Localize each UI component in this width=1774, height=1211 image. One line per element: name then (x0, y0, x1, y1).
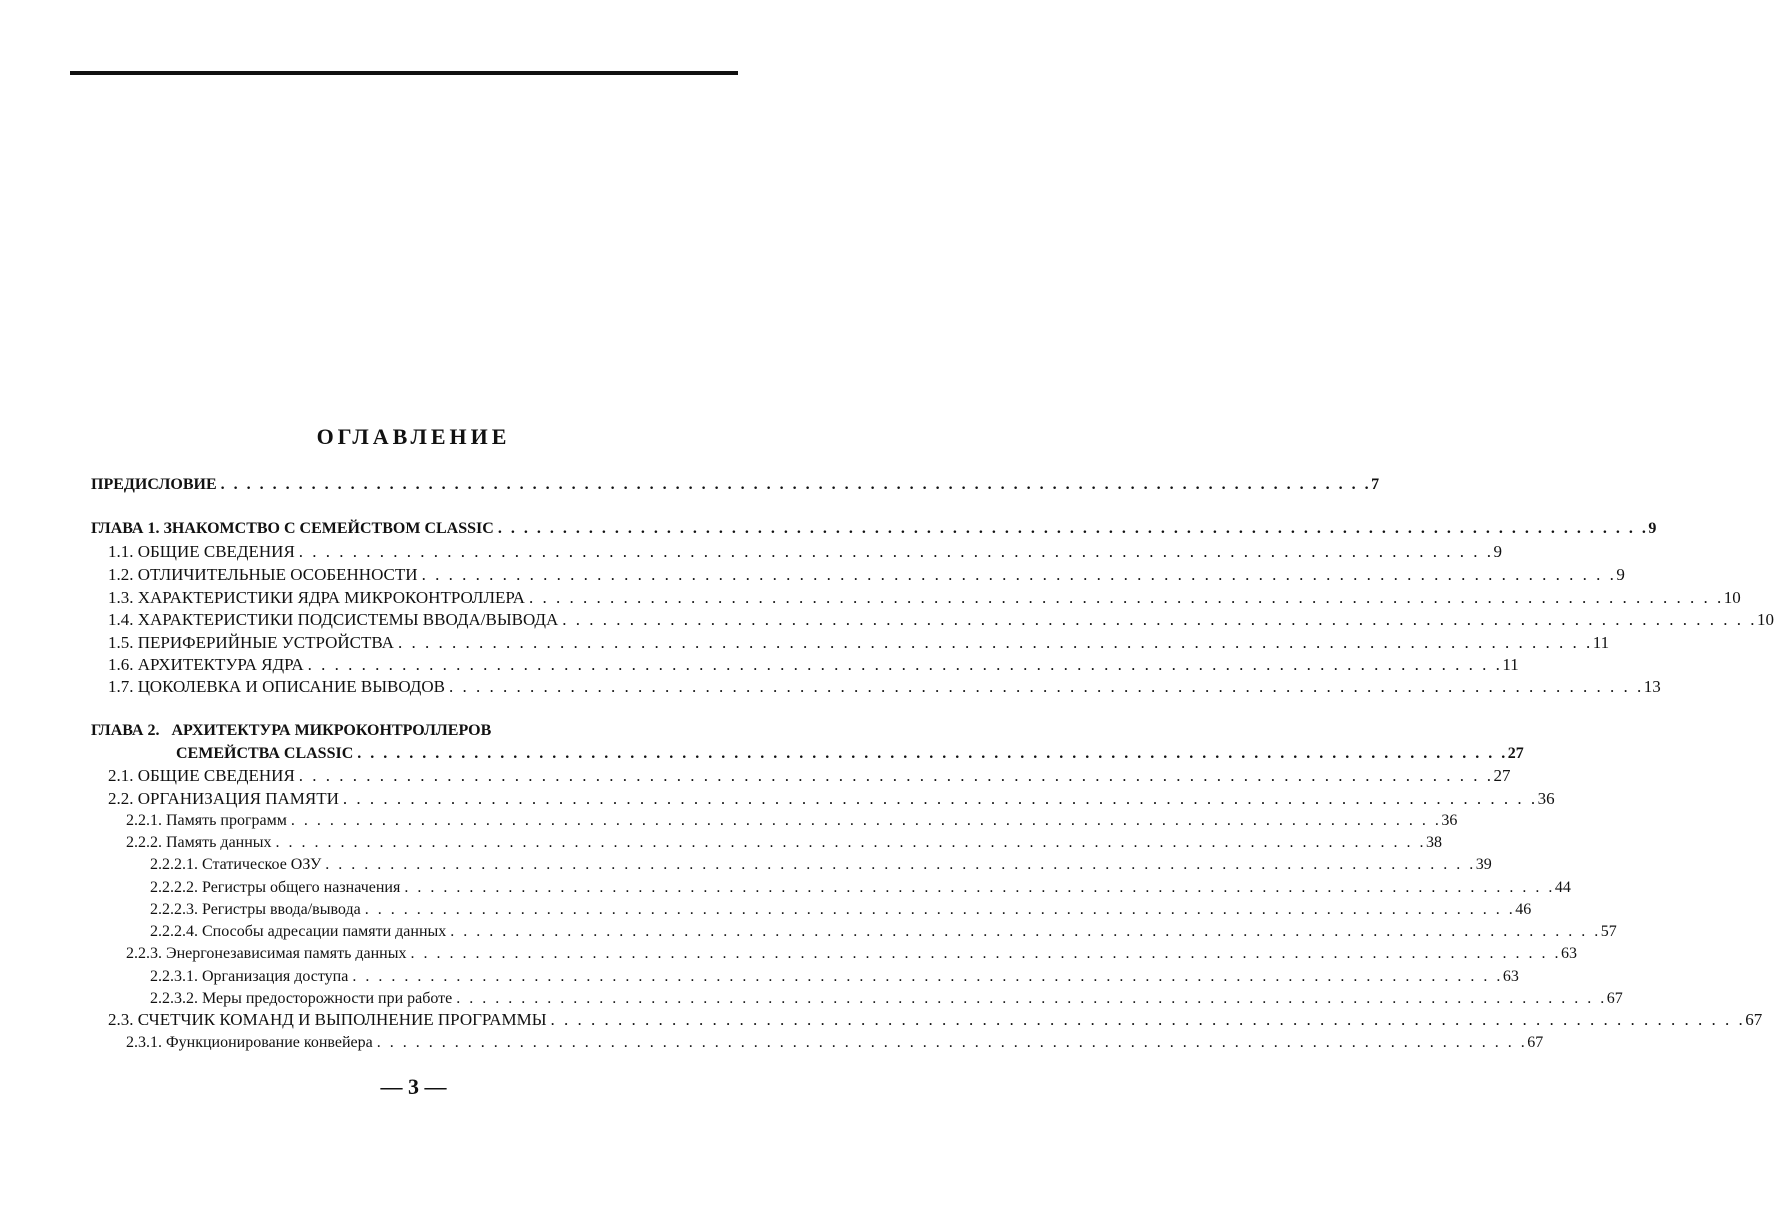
leader-dots: . . . . . . . . . . . . . . . . . . . . . . . . . . . . . . . . . . . . . . . . . . . . . . . . . . . . . . . . . . . . . . . . . . . . . . . . . . . . . . . . . . . . . . . . . (352, 968, 1503, 985)
toc-entry-label: 2.2.2.2. Регистры общего назначения (150, 879, 401, 896)
leader-dots: . . . . . . . . . . . . . . . . . . . . . . . . . . . . . . . . . . . . . . . . . . . . . . . . . . . . . . . . . . . . . . . . . . . . . . . . . . . . . . . . . . . . . . . . . (364, 901, 1516, 918)
toc-entry-label: 2.2.1. Память программ (126, 812, 287, 829)
toc-entry-2-2-2-2[interactable] (150, 877, 1571, 899)
toc-entry-page: 67 (1527, 1034, 1544, 1051)
leader-dots: . . . . . . . . . . . . . . . . . . . . . . . . . . . . . . . . . . . . . . . . . . . . . . . . . . . . . . . . . . . . . . . . . . . . . . . . . . . . . . . . . . . . . . . . . (376, 1034, 1528, 1051)
toc-entry-label: СЕМЕЙСТВА CLASSIC (176, 745, 354, 762)
leader-dots: . . . . . . . . . . . . . . . . . . . . . . . . . . . . . . . . . . . . . . . . . . . . . . . . . . . . . . . . . . . . . . . . . . . . . . . . . . . . . . . . . . . . . . . . . (298, 766, 1494, 785)
leader-dots: . . . . . . . . . . . . . . . . . . . . . . . . . . . . . . . . . . . . . . . . . . . . . . . . . . . . . . . . . . . . . . . . . . . . . . . . . . . . . . . . . . . . . . . . . (497, 520, 1649, 537)
toc-entry-page: 46 (1515, 901, 1532, 918)
toc-entry-1-5[interactable] (108, 632, 1610, 654)
toc-entry-label: 2.2. ОРГАНИЗАЦИЯ ПАМЯТИ (108, 789, 339, 808)
toc-entry-2-2-3-2[interactable] (150, 988, 1623, 1010)
toc-entry-label: 2.2.2.4. Способы адресации памяти данных (150, 923, 447, 940)
top-rule (70, 71, 738, 75)
toc-entry-label: 2.2.3. Энергонезависимая память данных (126, 945, 407, 962)
leader-dots: . . . . . . . . . . . . . . . . . . . . . . . . . . . . . . . . . . . . . . . . . . . . . . . . . . . . . . . . . . . . . . . . . . . . . . . . . . . . . . . . . . . . . . . . . (410, 945, 1561, 962)
toc-entry-page: 10 (1723, 588, 1741, 607)
leader-dots: . . . . . . . . . . . . . . . . . . . . . . . . . . . . . . . . . . . . . . . . . . . . . . . . . . . . . . . . . . . . . . . . . . . . . . . . . . . . . . . . . . . . . . . . . (325, 856, 1476, 873)
leader-dots: . . . . . . . . . . . . . . . . . . . . . . . . . . . . . . . . . . . . . . . . . . . . . . . . . . . . . . . . . . . . . . . . . . . . . . . . . . . . . . . . . . . . . . . . . (397, 633, 1593, 652)
toc-entry-page: 27 (1493, 766, 1511, 785)
leader-dots: . . . . . . . . . . . . . . . . . . . . . . . . . . . . . . . . . . . . . . . . . . . . . . . . . . . . . . . . . . . . . . . . . . . . . . . . . . . . . . . . . . . . . . . . . (307, 655, 1503, 674)
leader-dots: . . . . . . . . . . . . . . . . . . . . . . . . . . . . . . . . . . . . . . . . . . . . . . . . . . . . . . . . . . . . . . . . . . . . . . . . . . . . . . . . . . . . . . . . . (421, 565, 1617, 584)
toc-entry-page: 39 (1475, 856, 1492, 873)
leader-dots: . . . . . . . . . . . . . . . . . . . . . . . . . . . . . . . . . . . . . . . . . . . . . . . . . . . . . . . . . . . . . . . . . . . . . . . . . . . . . . . . . . . . . . . . . (562, 610, 1758, 629)
leader-dots: . . . . . . . . . . . . . . . . . . . . . . . . . . . . . . . . . . . . . . . . . . . . . . . . . . . . . . . . . . . . . . . . . . . . . . . . . . . . . . . . . . . . . . . . . (404, 879, 1555, 896)
toc-entry-page: 57 (1600, 923, 1617, 940)
toc-entry-2-2-2-4[interactable] (150, 921, 1617, 943)
leader-dots: . . . . . . . . . . . . . . . . . . . . . . . . . . . . . . . . . . . . . . . . . . . . . . . . . . . . . . . . . . . . . . . . . . . . . . . . . . . . . . . . . . . . . . . . . (357, 745, 1508, 762)
toc-entry-label: 2.2.2.3. Регистры ввода/вывода (150, 901, 361, 918)
toc-entry-page: 67 (1606, 990, 1623, 1007)
toc-entry-label: 1.4. ХАРАКТЕРИСТИКИ ПОДСИСТЕМЫ ВВОДА/ВЫВОДА (108, 610, 559, 629)
toc-entry-page: 9 (1493, 542, 1503, 561)
toc-entry-label: 2.2.2.1. Статическое ОЗУ (150, 856, 322, 873)
leader-dots: . . . . . . . . . . . . . . . . . . . . . . . . . . . . . . . . . . . . . . . . . . . . . . . . . . . . . . . . . . . . . . . . . . . . . . . . . . . . . . . . . . . . . . . . . (220, 476, 1372, 493)
toc-entry-label: ПРЕДИСЛОВИЕ (91, 476, 217, 493)
toc-entry-2-2[interactable] (108, 788, 1555, 810)
toc-entry-2-2-1[interactable] (126, 810, 1458, 832)
toc-entry-1-3[interactable] (108, 587, 1741, 609)
toc-entry-chapter-2[interactable] (176, 743, 1524, 765)
toc-entry-1-1[interactable] (108, 541, 1503, 563)
toc-entry-label: 2.2.3.1. Организация доступа (150, 968, 349, 985)
toc-entry-label: 1.3. ХАРАКТЕРИСТИКИ ЯДРА МИКРОКОНТРОЛЛЕРА (108, 588, 525, 607)
toc-entry-2-2-2[interactable] (126, 832, 1443, 854)
toc-entry-1-2[interactable] (108, 564, 1625, 586)
leader-dots: . . . . . . . . . . . . . . . . . . . . . . . . . . . . . . . . . . . . . . . . . . . . . . . . . . . . . . . . . . . . . . . . . . . . . . . . . . . . . . . . . . . . . . . . . (290, 812, 1442, 829)
toc-entry-2-2-2-1[interactable] (150, 854, 1492, 876)
toc-entry-label: 1.1. ОБЩИЕ СВЕДЕНИЯ (108, 542, 295, 561)
toc-entry-page: 7 (1371, 476, 1380, 493)
leader-dots: . . . . . . . . . . . . . . . . . . . . . . . . . . . . . . . . . . . . . . . . . . . . . . . . . . . . . . . . . . . . . . . . . . . . . . . . . . . . . . . . . . . . . . . . . (342, 789, 1538, 808)
toc-entry-page: 11 (1502, 655, 1519, 674)
toc-entry-label: 2.2.3.2. Меры предосторожности при работе (150, 990, 453, 1007)
page-number: — 3 — (380, 1074, 447, 1099)
leader-dots: . . . . . . . . . . . . . . . . . . . . . . . . . . . . . . . . . . . . . . . . . . . . . . . . . . . . . . . . . . . . . . . . . . . . . . . . . . . . . . . . . . . . . . . . . (550, 1010, 1746, 1029)
toc-entry-page: 36 (1441, 812, 1458, 829)
toc-entry-1-6[interactable] (108, 654, 1519, 676)
toc-entry-chapter-2-line1[interactable]: ГЛАВА 2. АРХИТЕКТУРА МИКРОКОНТРОЛЛЕРОВ (91, 722, 492, 739)
toc-entry-label: 1.5. ПЕРИФЕРИЙНЫЕ УСТРОЙСТВА (108, 633, 394, 652)
toc-entry-2-2-2-3[interactable] (150, 899, 1532, 921)
toc-entry-2-2-3[interactable] (126, 943, 1577, 965)
toc-entry-page: 44 (1554, 879, 1571, 896)
toc-entry-chapter-1[interactable] (91, 518, 1657, 540)
toc-entry-preface[interactable] (91, 474, 1380, 496)
toc-entry-page: 27 (1507, 745, 1524, 762)
toc-entry-label: 1.7. ЦОКОЛЕВКА И ОПИСАНИЕ ВЫВОДОВ (108, 677, 446, 696)
toc-entry-page: 38 (1426, 834, 1443, 851)
leader-dots: . . . . . . . . . . . . . . . . . . . . . . . . . . . . . . . . . . . . . . . . . . . . . . . . . . . . . . . . . . . . . . . . . . . . . . . . . . . . . . . . . . . . . . . . . (528, 588, 1724, 607)
toc-entry-2-3[interactable] (108, 1009, 1763, 1031)
toc-entry-page: 11 (1592, 633, 1610, 652)
toc-entry-1-4[interactable] (108, 609, 1774, 631)
toc-entry-label: 1.2. ОТЛИЧИТЕЛЬНЫЕ ОСОБЕННОСТИ (108, 565, 418, 584)
leader-dots: . . . . . . . . . . . . . . . . . . . . . . . . . . . . . . . . . . . . . . . . . . . . . . . . . . . . . . . . . . . . . . . . . . . . . . . . . . . . . . . . . . . . . . . . . (275, 834, 1427, 851)
toc-entry-label: ГЛАВА 1. ЗНАКОМСТВО С СЕМЕЙСТВОМ CLASSIC (91, 520, 494, 537)
toc-entry-2-2-3-1[interactable] (150, 966, 1519, 988)
leader-dots: . . . . . . . . . . . . . . . . . . . . . . . . . . . . . . . . . . . . . . . . . . . . . . . . . . . . . . . . . . . . . . . . . . . . . . . . . . . . . . . . . . . . . . . . . (450, 923, 1601, 940)
toc-entry-page: 13 (1643, 677, 1661, 696)
toc-entry-page: 36 (1537, 789, 1555, 808)
toc-entry-page: 67 (1745, 1010, 1763, 1029)
leader-dots: . . . . . . . . . . . . . . . . . . . . . . . . . . . . . . . . . . . . . . . . . . . . . . . . . . . . . . . . . . . . . . . . . . . . . . . . . . . . . . . . . . . . . . . . . (456, 990, 1607, 1007)
toc-entry-page: 63 (1560, 945, 1577, 962)
toc-entry-page: 10 (1757, 610, 1774, 629)
toc-title: ОГЛАВЛЕНИЕ (316, 424, 511, 449)
toc-entry-2-3-1[interactable] (126, 1032, 1544, 1054)
toc-entry-1-7[interactable] (108, 676, 1661, 698)
toc-entry-label: 1.6. АРХИТЕКТУРА ЯДРА (108, 655, 304, 674)
toc-entry-page: 63 (1502, 968, 1519, 985)
toc-entry-page: 9 (1648, 520, 1657, 537)
toc-entry-label: 2.2.2. Память данных (126, 834, 272, 851)
toc-entry-page: 9 (1616, 565, 1625, 584)
toc-entry-label: 2.3. СЧЕТЧИК КОМАНД И ВЫПОЛНЕНИЕ ПРОГРАММЫ (108, 1010, 547, 1029)
leader-dots: . . . . . . . . . . . . . . . . . . . . . . . . . . . . . . . . . . . . . . . . . . . . . . . . . . . . . . . . . . . . . . . . . . . . . . . . . . . . . . . . . . . . . . . . . (449, 677, 1644, 696)
toc-entry-label: 2.1. ОБЩИЕ СВЕДЕНИЯ (108, 766, 295, 785)
toc-entry-2-1[interactable] (108, 765, 1511, 787)
leader-dots: . . . . . . . . . . . . . . . . . . . . . . . . . . . . . . . . . . . . . . . . . . . . . . . . . . . . . . . . . . . . . . . . . . . . . . . . . . . . . . . . . . . . . . . . . (298, 542, 1494, 561)
toc-entry-label: 2.3.1. Функционирование конвейера (126, 1034, 373, 1051)
